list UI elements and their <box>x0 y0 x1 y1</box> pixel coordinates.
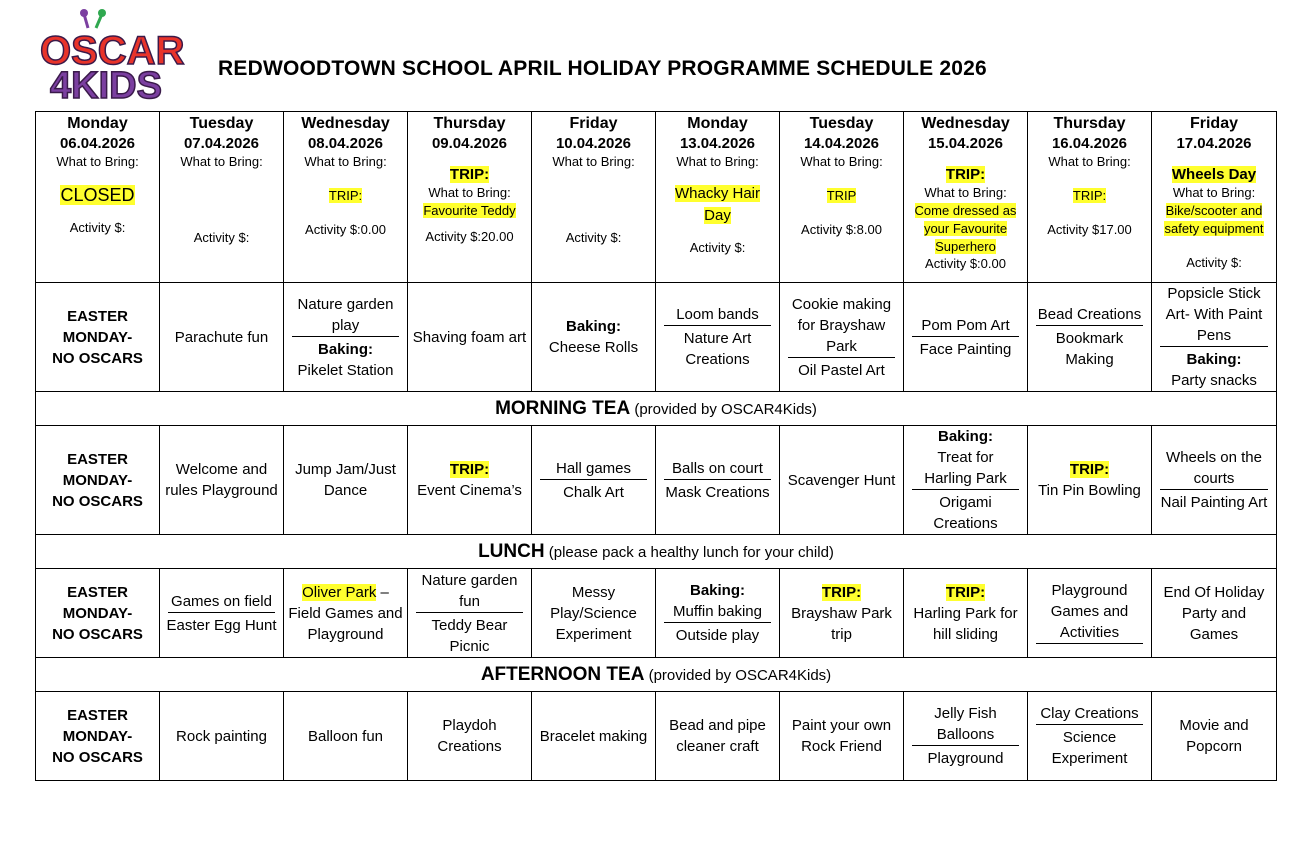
activity-cell: Baking: Cheese Rolls <box>532 283 656 392</box>
logo-text-4kids: 4KIDS <box>50 65 162 106</box>
bring-item: safety equipment <box>1164 221 1264 236</box>
activity-cell: Cookie making for Brayshaw Park Oil Pastel Art <box>780 283 904 392</box>
activity-cell: TRIP: Brayshaw Park trip <box>780 569 904 658</box>
day-name: Thursday <box>1053 115 1126 132</box>
activity-cost: Activity $:20.00 <box>425 229 514 244</box>
activity-cell: Bead Creations Bookmark Making <box>1028 283 1152 392</box>
activity-cell: TRIP: Event Cinema’s <box>408 426 532 535</box>
day-name: Friday <box>1189 115 1238 132</box>
header-row <box>36 112 1277 283</box>
day-cell <box>532 112 656 283</box>
afternoon-tea-note: (provided by OSCAR4Kids) <box>648 666 832 684</box>
what-to-bring-label: What to Bring: <box>924 185 1007 200</box>
activity-cell: Scavenger Hunt <box>780 426 904 535</box>
morning-tea-label: MORNING TEA <box>495 397 631 419</box>
activity-cell: Messy Play/Science Experiment <box>532 569 656 658</box>
activity-cell: Bead and pipe cleaner craft <box>656 692 780 781</box>
activity-cell: TRIP: Tin Pin Bowling <box>1028 426 1152 535</box>
day-date: 13.04.2026 <box>679 135 756 152</box>
lunch-label: LUNCH <box>478 540 545 562</box>
easter-cell: EASTER MONDAY- NO OSCARS <box>36 569 160 658</box>
afternoon-tea-label: AFTERNOON TEA <box>480 663 645 685</box>
day-cell <box>656 112 780 283</box>
lunch-row <box>36 535 1277 569</box>
activity-cell: Rock painting <box>160 692 284 781</box>
activity-cell: Balls on court Mask Creations <box>656 426 780 535</box>
activity-cell: Shaving foam art <box>408 283 532 392</box>
logo-text-oscar: OSCAR <box>40 29 185 73</box>
activity-cell: TRIP: Harling Park for hill sliding <box>904 569 1028 658</box>
day-date: 14.04.2026 <box>803 135 880 152</box>
closed-label: CLOSED <box>60 185 135 205</box>
what-to-bring-label: What to Bring: <box>552 154 635 169</box>
day-date: 07.04.2026 <box>183 135 260 152</box>
easter-cell: EASTER MONDAY- NO OSCARS <box>36 692 160 781</box>
day-name: Friday <box>569 115 618 132</box>
day-cell <box>284 112 408 283</box>
theme-label: Wheels Day <box>1171 166 1257 183</box>
trip-label: TRIP <box>826 188 857 203</box>
activity-cell: Jelly Fish Balloons Playground <box>904 692 1028 781</box>
trip-label: TRIP: <box>328 188 363 203</box>
day-cell <box>780 112 904 283</box>
activity-cell: End Of Holiday Party and Games <box>1152 569 1277 658</box>
what-to-bring-label: What to Bring: <box>800 154 883 169</box>
bring-item: Superhero <box>935 239 996 254</box>
day-name: Wednesday <box>301 115 390 132</box>
activity-cell: Playdoh Creations <box>408 692 532 781</box>
bring-item: Bike/scooter and <box>1165 203 1263 218</box>
activity-cell: Balloon fun <box>284 692 408 781</box>
day-date: 17.04.2026 <box>1176 135 1252 152</box>
activity-cost: Activity $17.00 <box>1047 222 1132 237</box>
activity-cell: Games on field Easter Egg Hunt <box>160 569 284 658</box>
day-date: 16.04.2026 <box>1051 135 1128 152</box>
what-to-bring-label: What to Bring: <box>676 154 759 169</box>
bring-item: Favourite Teddy <box>423 203 516 218</box>
activity-row-4 <box>36 692 1277 781</box>
activity-cell: Welcome and rules Playground <box>160 426 284 535</box>
day-name: Wednesday <box>921 115 1010 132</box>
activity-cell: Playground Games and Activities <box>1028 569 1152 658</box>
activity-cost: Activity $: <box>193 230 250 245</box>
activity-cell: Loom bands Nature Art Creations <box>656 283 780 392</box>
day-date: 15.04.2026 <box>927 135 1004 152</box>
activity-cell: Parachute fun <box>160 283 284 392</box>
activity-row-2 <box>36 426 1277 535</box>
day-date: 09.04.2026 <box>431 135 508 152</box>
activity-cell: Nature garden fun Teddy Bear Picnic <box>408 569 532 658</box>
trip-label: TRIP: <box>1072 188 1107 203</box>
activity-cell: Oliver Park – Field Games and Playground <box>284 569 408 658</box>
day-name: Tuesday <box>189 115 254 132</box>
morning-tea-row <box>36 392 1277 426</box>
morning-tea-note: (provided by OSCAR4Kids) <box>634 400 817 418</box>
easter-cell: EASTER MONDAY- NO OSCARS <box>36 283 160 392</box>
activity-cost: Activity $: <box>689 240 746 255</box>
easter-cell: EASTER MONDAY- NO OSCARS <box>36 426 160 535</box>
what-to-bring-label: What to Bring: <box>304 154 387 169</box>
bring-item: your Favourite <box>923 221 1008 236</box>
day-date: 08.04.2026 <box>307 135 384 152</box>
day-date: 10.04.2026 <box>555 135 632 152</box>
activity-cell: Clay Creations Science Experiment <box>1028 692 1152 781</box>
day-name: Monday <box>687 115 748 132</box>
activity-cost: Activity $:0.00 <box>925 256 1006 271</box>
activity-cell: Jump Jam/Just Dance <box>284 426 408 535</box>
what-to-bring-label: What to Bring: <box>428 185 511 200</box>
day-name: Thursday <box>433 115 506 132</box>
activity-cell: Bracelet making <box>532 692 656 781</box>
day-cell <box>160 112 284 283</box>
page-title: REDWOODTOWN SCHOOL APRIL HOLIDAY PROGRAMME SCHEDULE 2026 <box>218 57 987 80</box>
activity-cost: Activity $: <box>1186 255 1242 270</box>
what-to-bring-label: What to Bring: <box>1048 154 1131 169</box>
day-cell <box>408 112 532 283</box>
day-date: 06.04.2026 <box>59 135 136 152</box>
day-name: Monday <box>67 115 128 132</box>
schedule-table <box>35 111 1277 781</box>
what-to-bring-label: What to Bring: <box>180 154 263 169</box>
activity-cell: Paint your own Rock Friend <box>780 692 904 781</box>
activity-cell: Pom Pom Art Face Painting <box>904 283 1028 392</box>
lunch-note: (please pack a healthy lunch for your child) <box>548 543 834 561</box>
afternoon-tea-row <box>36 658 1277 692</box>
activity-cell: Nature garden play Baking: Pikelet Station <box>284 283 408 392</box>
activity-cost: Activity $:8.00 <box>801 222 882 237</box>
activity-row-1 <box>36 283 1277 392</box>
activity-cost: Activity $: <box>69 220 126 235</box>
day-cell <box>36 112 160 283</box>
day-cell <box>1028 112 1152 283</box>
activity-cost: Activity $:0.00 <box>305 222 386 237</box>
theme-label: Whacky Hair Day <box>674 185 760 224</box>
activity-cost: Activity $: <box>565 230 622 245</box>
what-to-bring-label: What to Bring: <box>1172 185 1256 200</box>
activity-cell: Baking: Muffin baking Outside play <box>656 569 780 658</box>
day-cell <box>904 112 1028 283</box>
activity-row-3 <box>36 569 1277 658</box>
trip-label: TRIP: <box>449 166 490 183</box>
day-cell <box>1152 112 1277 283</box>
trip-label: TRIP: <box>945 166 986 183</box>
activity-cell: Hall games Chalk Art <box>532 426 656 535</box>
oscar4kids-logo <box>38 6 203 106</box>
activity-cell: Popsicle Stick Art- With Paint Pens Baking: Party snacks <box>1152 283 1277 392</box>
activity-cell: Wheels on the courts Nail Painting Art <box>1152 426 1277 535</box>
activity-cell: Baking: Treat for Harling Park Origami Creations <box>904 426 1028 535</box>
day-name: Tuesday <box>809 115 874 132</box>
what-to-bring-label: What to Bring: <box>56 154 139 169</box>
activity-cell: Movie and Popcorn <box>1152 692 1277 781</box>
bring-item: Come dressed as <box>914 203 1017 218</box>
